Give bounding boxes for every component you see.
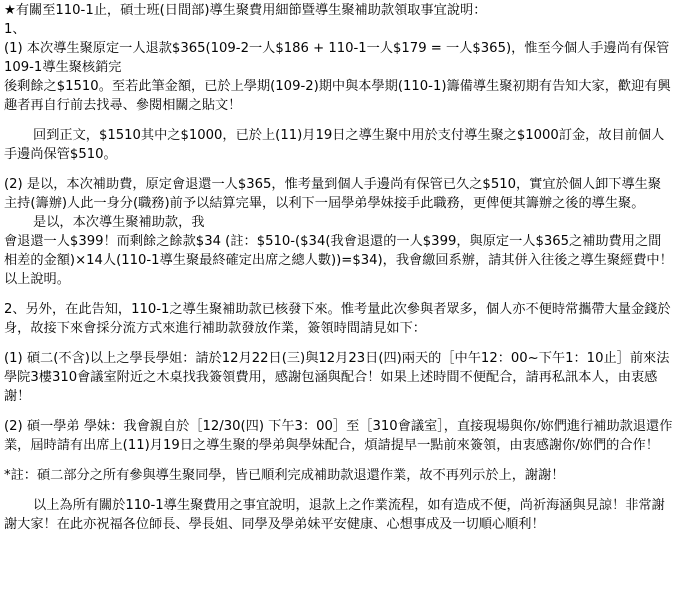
paragraph-back-to-topic: 回到正文，$1510其中之$1000，已於上(11)月19日之導生聚中用於支付導生聚之$1000訂金，故目前個人手邊尚保管$510。 bbox=[4, 128, 665, 162]
section-1-number: 1、 bbox=[4, 22, 26, 37]
spacer bbox=[4, 406, 673, 417]
footnote: *註：碩二部分之所有參與導生聚同學，皆已順利完成補助款退還作業，故不再列示於上，謝謝！ bbox=[4, 468, 565, 483]
spacer bbox=[4, 164, 673, 175]
paragraph-1-2-refund-detail: 會退還一人$399！而剩餘之餘款$34 (註：$510-($34(我會退還的一人$399，與原定一人$365之補助費用之間相差的金額)×14人(110-1導生聚最終確定出席之總人數))=$34)，我會繳回系辦，請其併入往後之導生聚經費中！以上說明。 bbox=[4, 234, 673, 287]
spacer bbox=[4, 455, 673, 466]
spacer bbox=[4, 338, 673, 349]
paragraph-1-1: (1) 本次導生聚原定一人退款$365(109-2一人$186 + 110-1一人$179 = 一人$365)，惟至今個人手邊尚有保管109-1導生聚核銷完 bbox=[4, 41, 670, 75]
paragraph-2-notice: 2、另外，在此告知，110-1之導生聚補助款已核發下來。惟考量此次參與者眾多，個人亦不便時常攜帶大量金錢於身，故接下來會採分流方式來進行補助款發放作業，簽領時間請見如下： bbox=[4, 302, 671, 336]
spacer bbox=[4, 289, 673, 300]
paragraph-1-1-continued: 後剩餘之$1510。至若此筆金額，已於上學期(109-2)期中與本學期(110-1)籌備導生聚初期有告知大家，歡迎有興趣者再自行前去找尋、參閱相關之貼文！ bbox=[4, 79, 671, 113]
paragraph-1-2-therefore: 是以，本次導生聚補助款，我 bbox=[33, 215, 205, 230]
post-heading: ★有關至110-1止，碩士班(日間部)導生聚費用細節暨導生聚補助款領取事宜說明： bbox=[4, 3, 487, 18]
closing-paragraph: 以上為所有關於110-1導生聚費用之事宜說明，退款上之作業流程，如有造成不便，尚祈海涵與見諒！非常謝謝大家！在此亦祝福各位師長、學長姐、同學及學弟妹平安健康、心想事成及一切順心順利！ bbox=[4, 498, 665, 532]
paragraph-2-1-senior-students: (1) 碩二(不含)以上之學長學姐：請於12月22日(三)與12月23日(四)兩天的［中午12：00~下午1：10止］前來法學院3樓310會議室附近之木桌找我簽領費用，感謝包涵與配合！如果上述時間不便配合，請再私訊本人，由衷感謝！ bbox=[4, 351, 670, 404]
spacer bbox=[4, 115, 673, 126]
paragraph-2-2-first-year-students: (2) 碩一學弟 學妹：我會親自於［12/30(四) 下午3：00］至［310會議室］，直接現場與你/妳們進行補助款退還作業，屆時請有出席上(11)月19日之導生聚的學弟與學妹配合，煩請提早一點前來簽領，由衷感謝你/妳們的合作！ bbox=[4, 419, 673, 453]
paragraph-1-2: (2) 是以，本次補助費，原定會退還一人$365，惟考量到個人手邊尚有保管已久之$510，實宜於個人卸下導生聚主持(籌辦)人此一身分(職務)前予以結算完畢，以利下一屆學弟學妹接手此職務，更俾便其籌辦之後的導生聚。 bbox=[4, 177, 662, 211]
spacer bbox=[4, 485, 673, 496]
